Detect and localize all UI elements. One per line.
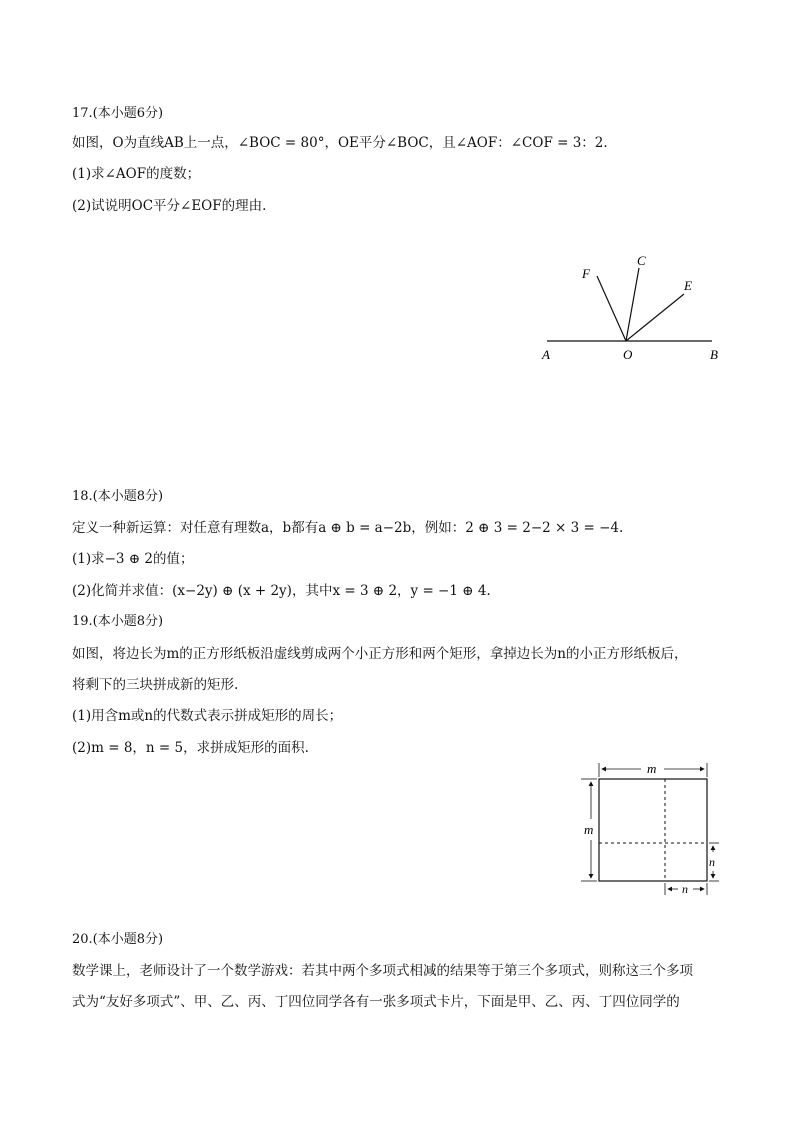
q17-part1: (1)求∠AOF的度数； xyxy=(72,166,201,182)
q18-part2: (2)化简并求值：(x−2y) ⊕ (x + 2y)，其中x = 3 ⊕ 2，y = −1 ⊕ 4. xyxy=(72,583,491,599)
label-m-left: m xyxy=(584,822,594,837)
label-c: C xyxy=(637,253,646,268)
label-e: E xyxy=(684,278,692,293)
square-outline xyxy=(599,779,707,881)
q18-header: 18.(本小题8分) xyxy=(72,489,164,504)
ray-of xyxy=(597,276,626,341)
label-f: F xyxy=(582,266,590,281)
q17-angle-figure xyxy=(530,245,730,375)
q19-part1: (1)用含m或n的代数式表示拼成矩形的周长； xyxy=(72,708,343,724)
q19-header: 19.(本小题8分) xyxy=(72,614,164,629)
q19-part2: (2)m = 8，n = 5，求拼成矩形的面积. xyxy=(72,740,309,756)
q18-part1: (1)求−3 ⊕ 2的值； xyxy=(72,551,194,567)
label-a: A xyxy=(542,347,550,362)
ray-oe xyxy=(626,294,684,341)
q17-header: 17.(本小题6分) xyxy=(72,106,164,121)
ray-oc xyxy=(626,268,639,341)
label-m-top: m xyxy=(647,761,657,776)
q20-header: 20.(本小题8分) xyxy=(72,932,164,947)
q19-stem-line1: 如图，将边长为m的正方形纸板沿虚线剪成两个小正方形和两个矩形，拿掉边长为n的小正方形纸板后， xyxy=(72,646,688,662)
q20-stem-line1: 数学课上，老师设计了一个数学游戏：若其中两个多项式相减的结果等于第三个多项式，则称这三个多项 xyxy=(72,963,693,979)
label-n-bottom: n xyxy=(682,882,688,896)
q17-stem: 如图，O为直线AB上一点，∠BOC = 80°，OE平分∠BOC，且∠AOF：∠COF = 3：2. xyxy=(72,135,608,151)
label-b: B xyxy=(710,347,718,362)
q17-part2: (2)试说明OC平分∠EOF的理由. xyxy=(72,198,267,214)
q19-stem-line2: 将剩下的三块拼成新的矩形. xyxy=(72,677,239,693)
label-n-right: n xyxy=(709,855,715,869)
label-o: O xyxy=(623,347,633,362)
q20-stem-line2: 式为“友好多项式”、甲、乙、丙、丁四位同学各有一张多项式卡片，下面是甲、乙、丙、丁四位同学的 xyxy=(72,994,680,1010)
q19-square-figure xyxy=(575,755,725,900)
q18-stem: 定义一种新运算：对任意有理数a，b都有a ⊕ b = a−2b，例如：2 ⊕ 3 = 2−2 × 3 = −4. xyxy=(72,520,624,536)
